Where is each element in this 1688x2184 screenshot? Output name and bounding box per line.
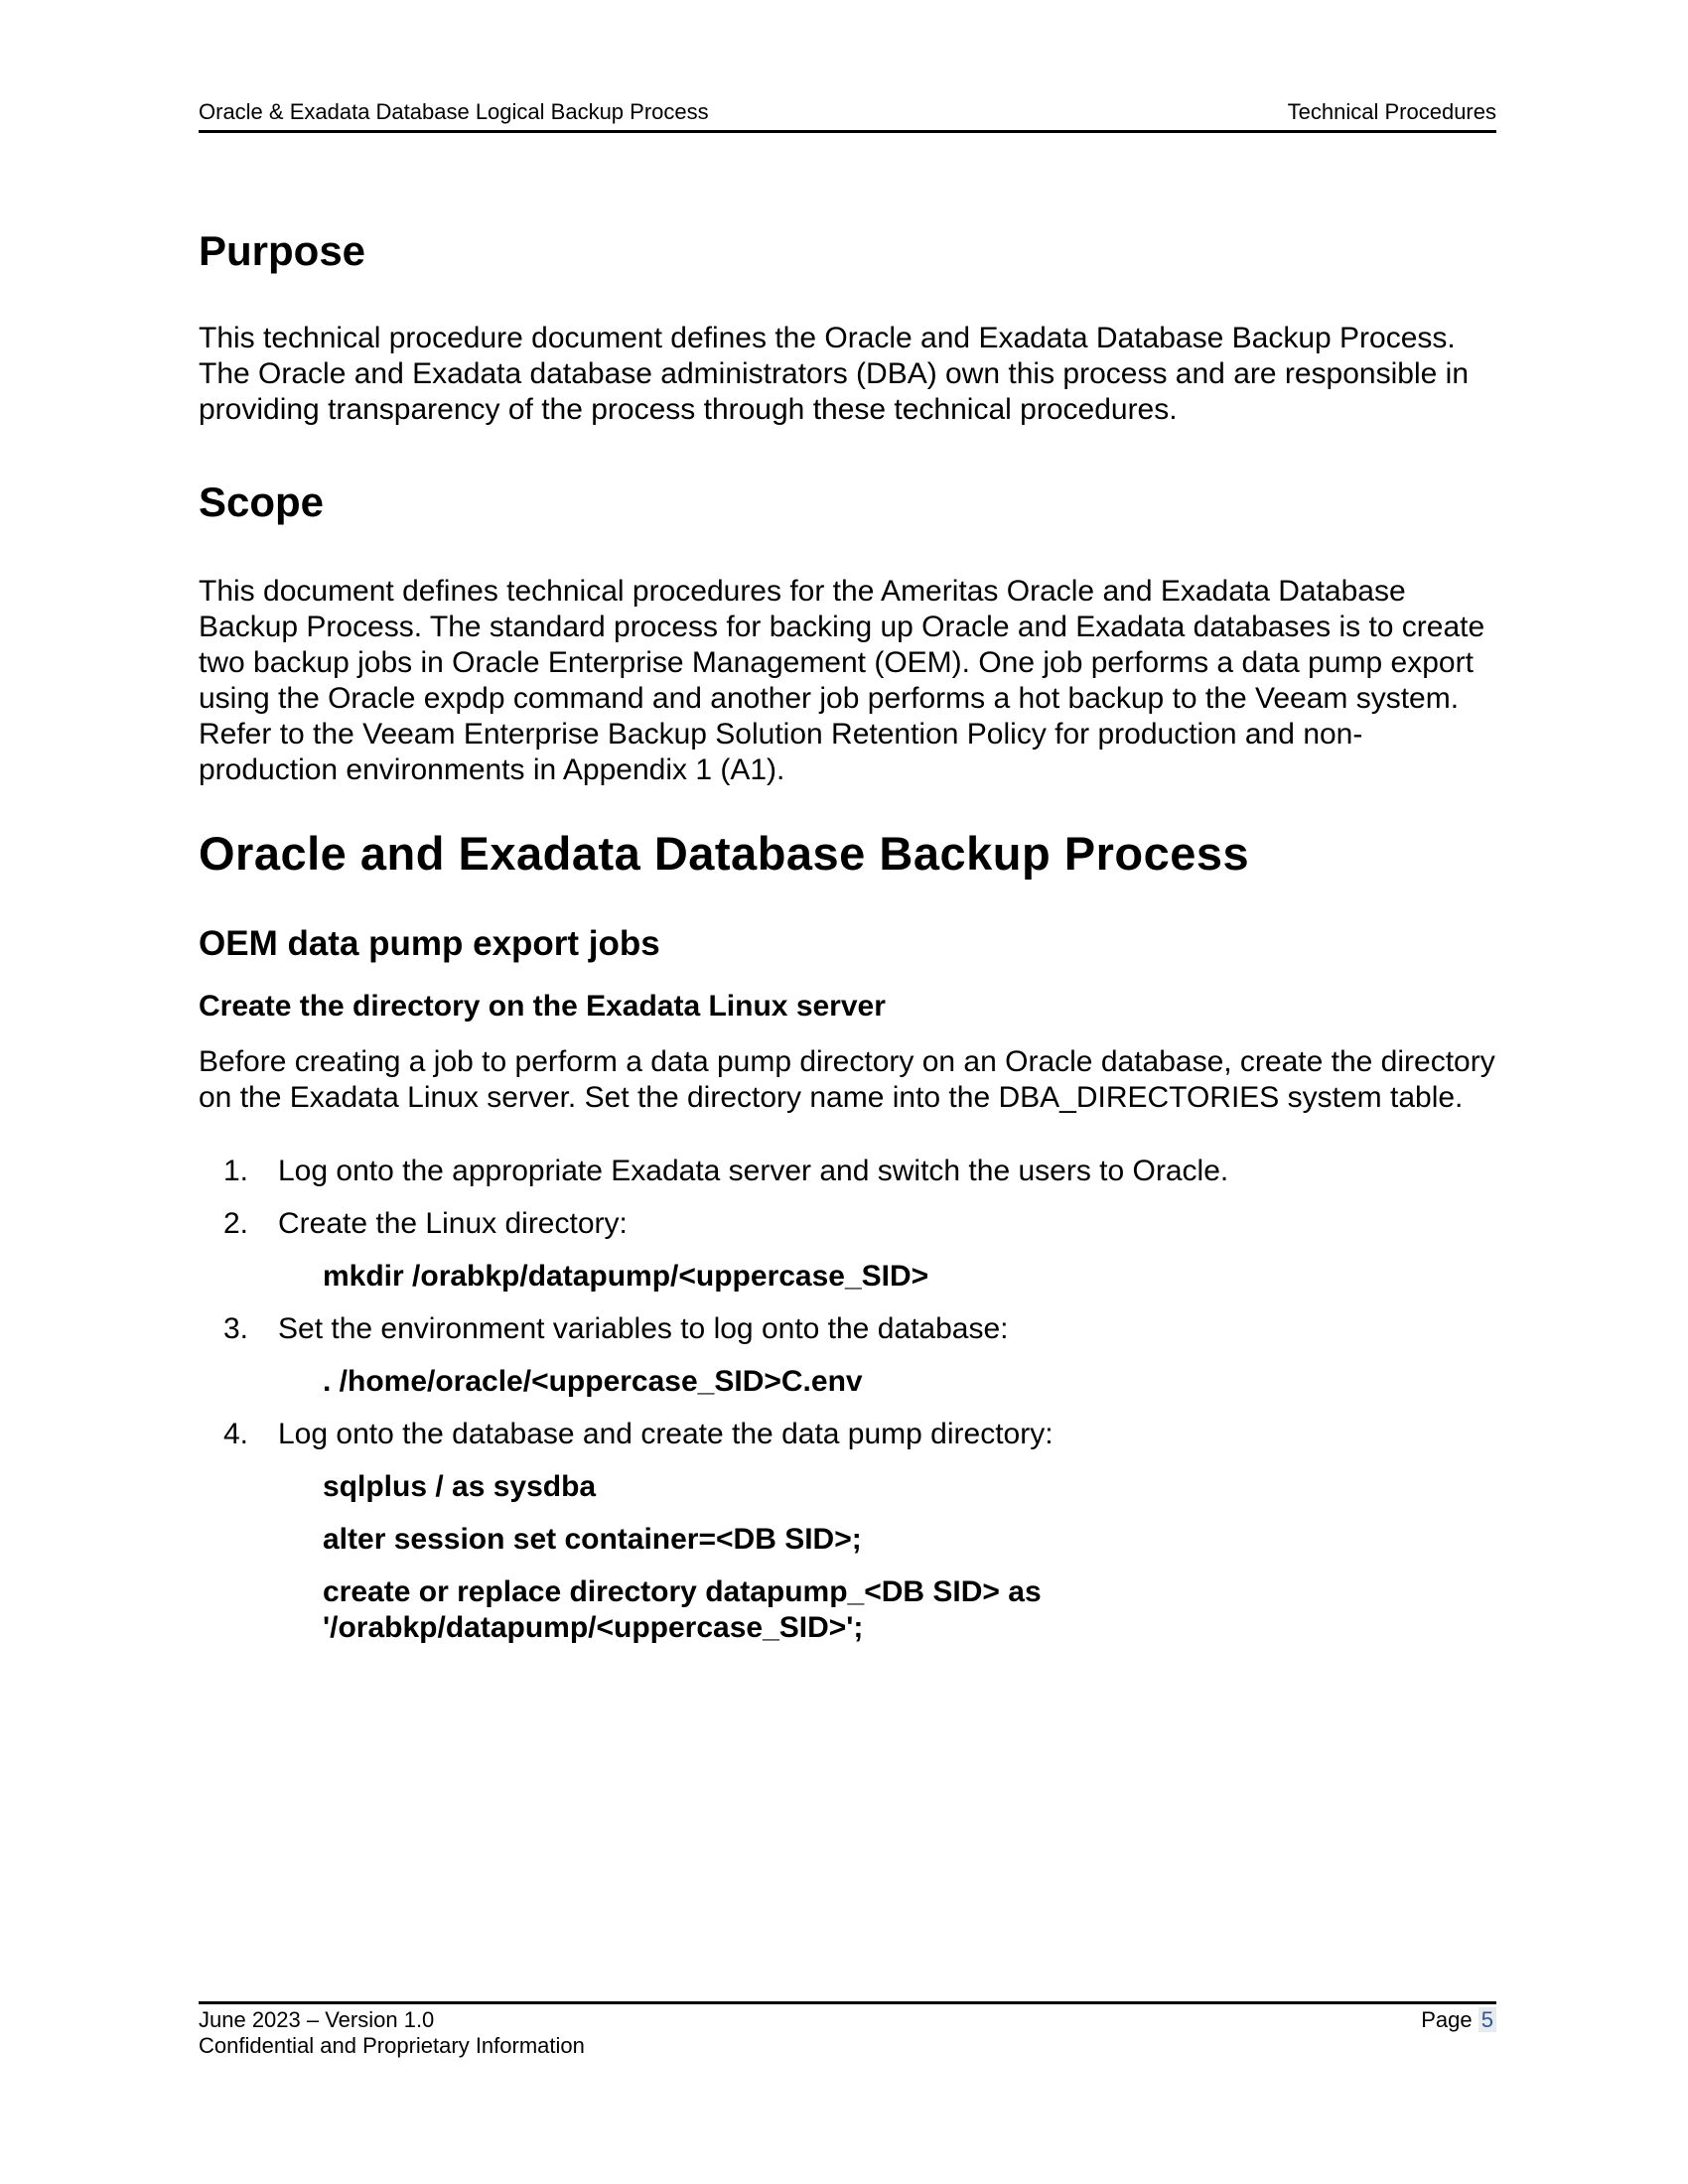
paragraph-purpose: This technical procedure document defines the Oracle and Exadata Database Backup Process. The Oracle and Exadata database administrators (DBA) own this process and are responsible in providing transparency of the process through these technical procedures. bbox=[199, 322, 1469, 426]
code-line-alter-session: alter session set container=<DB SID>; bbox=[323, 1523, 862, 1556]
list-item-2 bbox=[199, 1206, 1496, 1242]
list-number-3: 3. bbox=[223, 1312, 249, 1345]
heading-purpose: Purpose bbox=[199, 227, 366, 274]
heading-create-directory: Create the directory on the Exadata Linux server bbox=[199, 990, 886, 1023]
list-number-2: 2. bbox=[223, 1207, 249, 1240]
procedure-ordered-list bbox=[199, 1154, 1496, 1646]
list-item-3-text: Set the environment variables to log onto the database: bbox=[278, 1312, 1009, 1345]
page-content bbox=[199, 0, 1496, 1646]
paragraph-scope: This document defines technical procedures for the Ameritas Oracle and Exadata Database Backup Process. The standard process for backing up Oracle and Exadata databases is to create two backup jobs in Oracle Enterprise Management (OEM). One job performs a data pump export using the Oracle expdp command and another job performs a hot backup to the Veeam system. Refer to the Veeam Enterprise Backup Solution Retention Policy for production and non-production environments in Appendix 1 (A1). bbox=[199, 575, 1485, 786]
page-header bbox=[199, 99, 1496, 133]
header-right-text: Technical Procedures bbox=[1287, 99, 1496, 124]
list-number-4: 4. bbox=[223, 1418, 249, 1450]
heading-oem-data-pump-export-jobs: OEM data pump export jobs bbox=[199, 924, 660, 963]
list-number-1: 1. bbox=[223, 1155, 249, 1187]
code-line-env: . /home/oracle/<uppercase_SID>C.env bbox=[323, 1365, 863, 1398]
list-item-1-text: Log onto the appropriate Exadata server and switch the users to Oracle. bbox=[278, 1155, 1229, 1187]
code-line-sqlplus: sqlplus / as sysdba bbox=[323, 1470, 597, 1503]
footer-left-block bbox=[199, 2007, 585, 2059]
list-item-1 bbox=[199, 1154, 1496, 1189]
list-item-2-text: Create the Linux directory: bbox=[278, 1207, 628, 1240]
footer-page-block bbox=[1421, 2007, 1496, 2033]
page-number-field: 5 bbox=[1478, 2007, 1496, 2032]
list-item-4 bbox=[199, 1417, 1496, 1452]
heading-backup-process: Oracle and Exadata Database Backup Process bbox=[199, 827, 1250, 880]
page-footer bbox=[199, 2001, 1496, 2059]
footer-confidential-text: Confidential and Proprietary Information bbox=[199, 2033, 585, 2058]
code-line-mkdir: mkdir /orabkp/datapump/<uppercase_SID> bbox=[323, 1260, 929, 1293]
heading-scope: Scope bbox=[199, 478, 325, 525]
list-item-3 bbox=[199, 1311, 1496, 1347]
footer-version-text: June 2023 – Version 1.0 bbox=[199, 2007, 435, 2032]
paragraph-create-directory-intro: Before creating a job to perform a data pump directory on an Oracle database, create the directory on the Exadata Linux server. Set the directory name into the DBA_DIRECTORIES system table. bbox=[199, 1045, 1495, 1114]
header-left-text: Oracle & Exadata Database Logical Backup Process bbox=[199, 99, 709, 124]
footer-page-label: Page bbox=[1421, 2007, 1478, 2032]
list-item-4-text: Log onto the database and create the data pump directory: bbox=[278, 1418, 1054, 1450]
code-line-create-directory: create or replace directory datapump_<DB SID> as '/orabkp/datapump/<uppercase_SID>'; bbox=[323, 1575, 1042, 1644]
